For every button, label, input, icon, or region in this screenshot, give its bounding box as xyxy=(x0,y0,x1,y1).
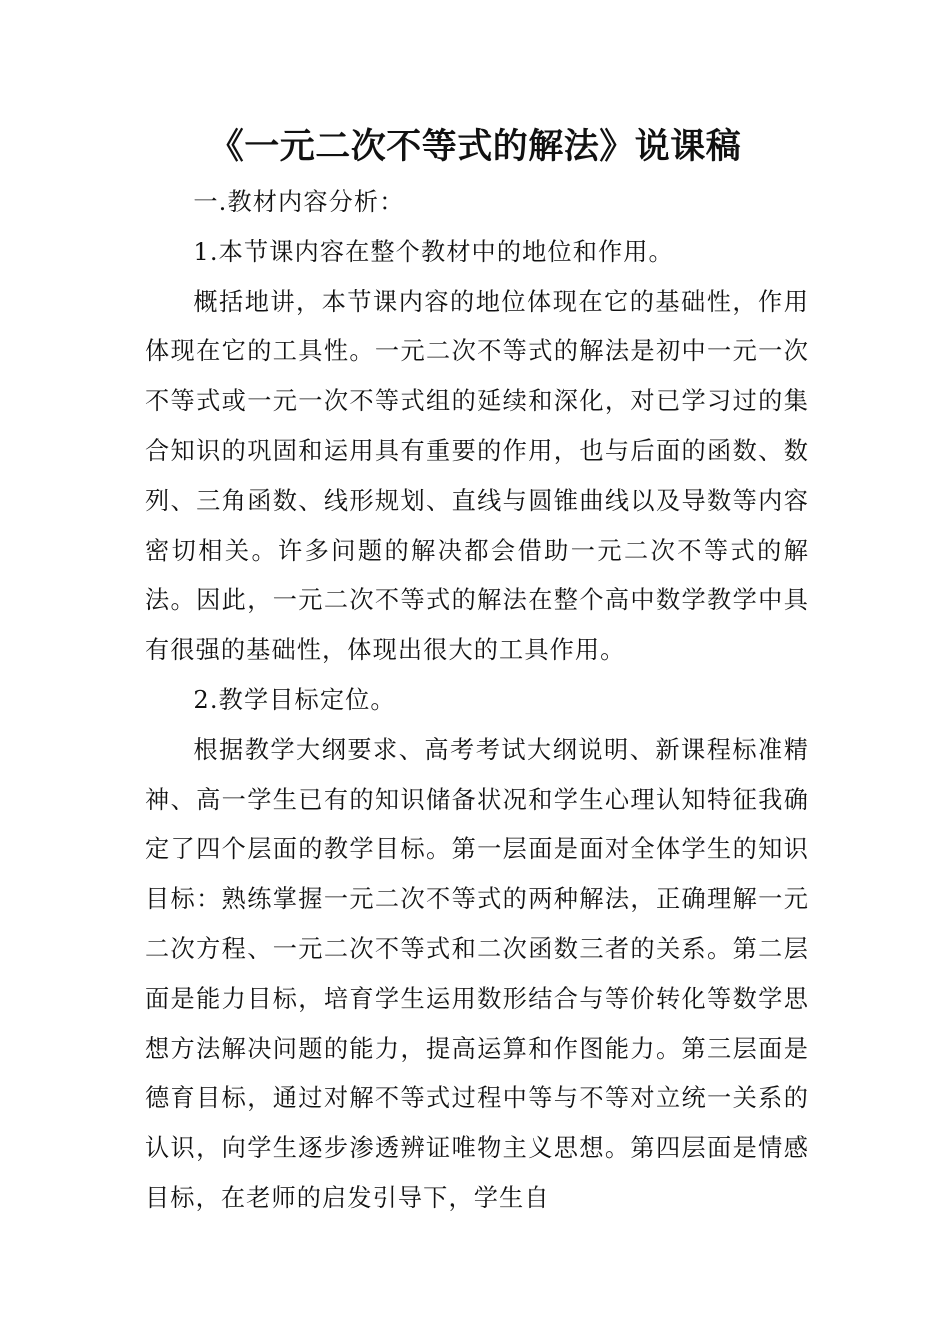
subsection-heading-teaching-goals: 2.教学目标定位。 xyxy=(193,685,396,714)
subsection-heading-position-role: 1.本节课内容在整个教材中的地位和作用。 xyxy=(193,237,674,266)
paragraph-position-role: 概括地讲，本节课内容的地位体现在它的基础性，作用体现在它的工具性。一元二次不等式的解法是初中一元一次不等式或一元一次不等式组的延续和深化，对已学习过的集合知识的巩固和运用具有重要的作用，也与后面的函数、数列、三角函数、线形规划、直线与圆锥曲线以及导数等内容密切相关。许多问题的解决都会借助一元二次不等式的解法。因此，一元二次不等式的解法在整个高中数学教学中具有很强的基础性，体现出很大的工具作用。 xyxy=(145,287,809,665)
document-title: 《一元二次不等式的解法》说课稿 xyxy=(208,127,742,167)
paragraph-teaching-goals: 根据教学大纲要求、高考考试大纲说明、新课程标准精神、高一学生已有的知识储备状况和学生心理认知特征我确定了四个层面的教学目标。第一层面是面对全体学生的知识目标：熟练掌握一元二次不等式的两种解法，正确理解一元二次方程、一元二次不等式和二次函数三者的关系。第二层面是能力目标，培育学生运用数形结合与等价转化等数学思想方法解决问题的能力，提高运算和作图能力。第三层面是德育目标，通过对解不等式过程中等与不等对立统一关系的认识，向学生逐步渗透辨证唯物主义思想。第四层面是情感目标，在老师的启发引导下，学生自 xyxy=(145,735,809,1212)
section-heading-teaching-content: 一.教材内容分析： xyxy=(193,188,405,216)
document-body xyxy=(145,178,809,1224)
